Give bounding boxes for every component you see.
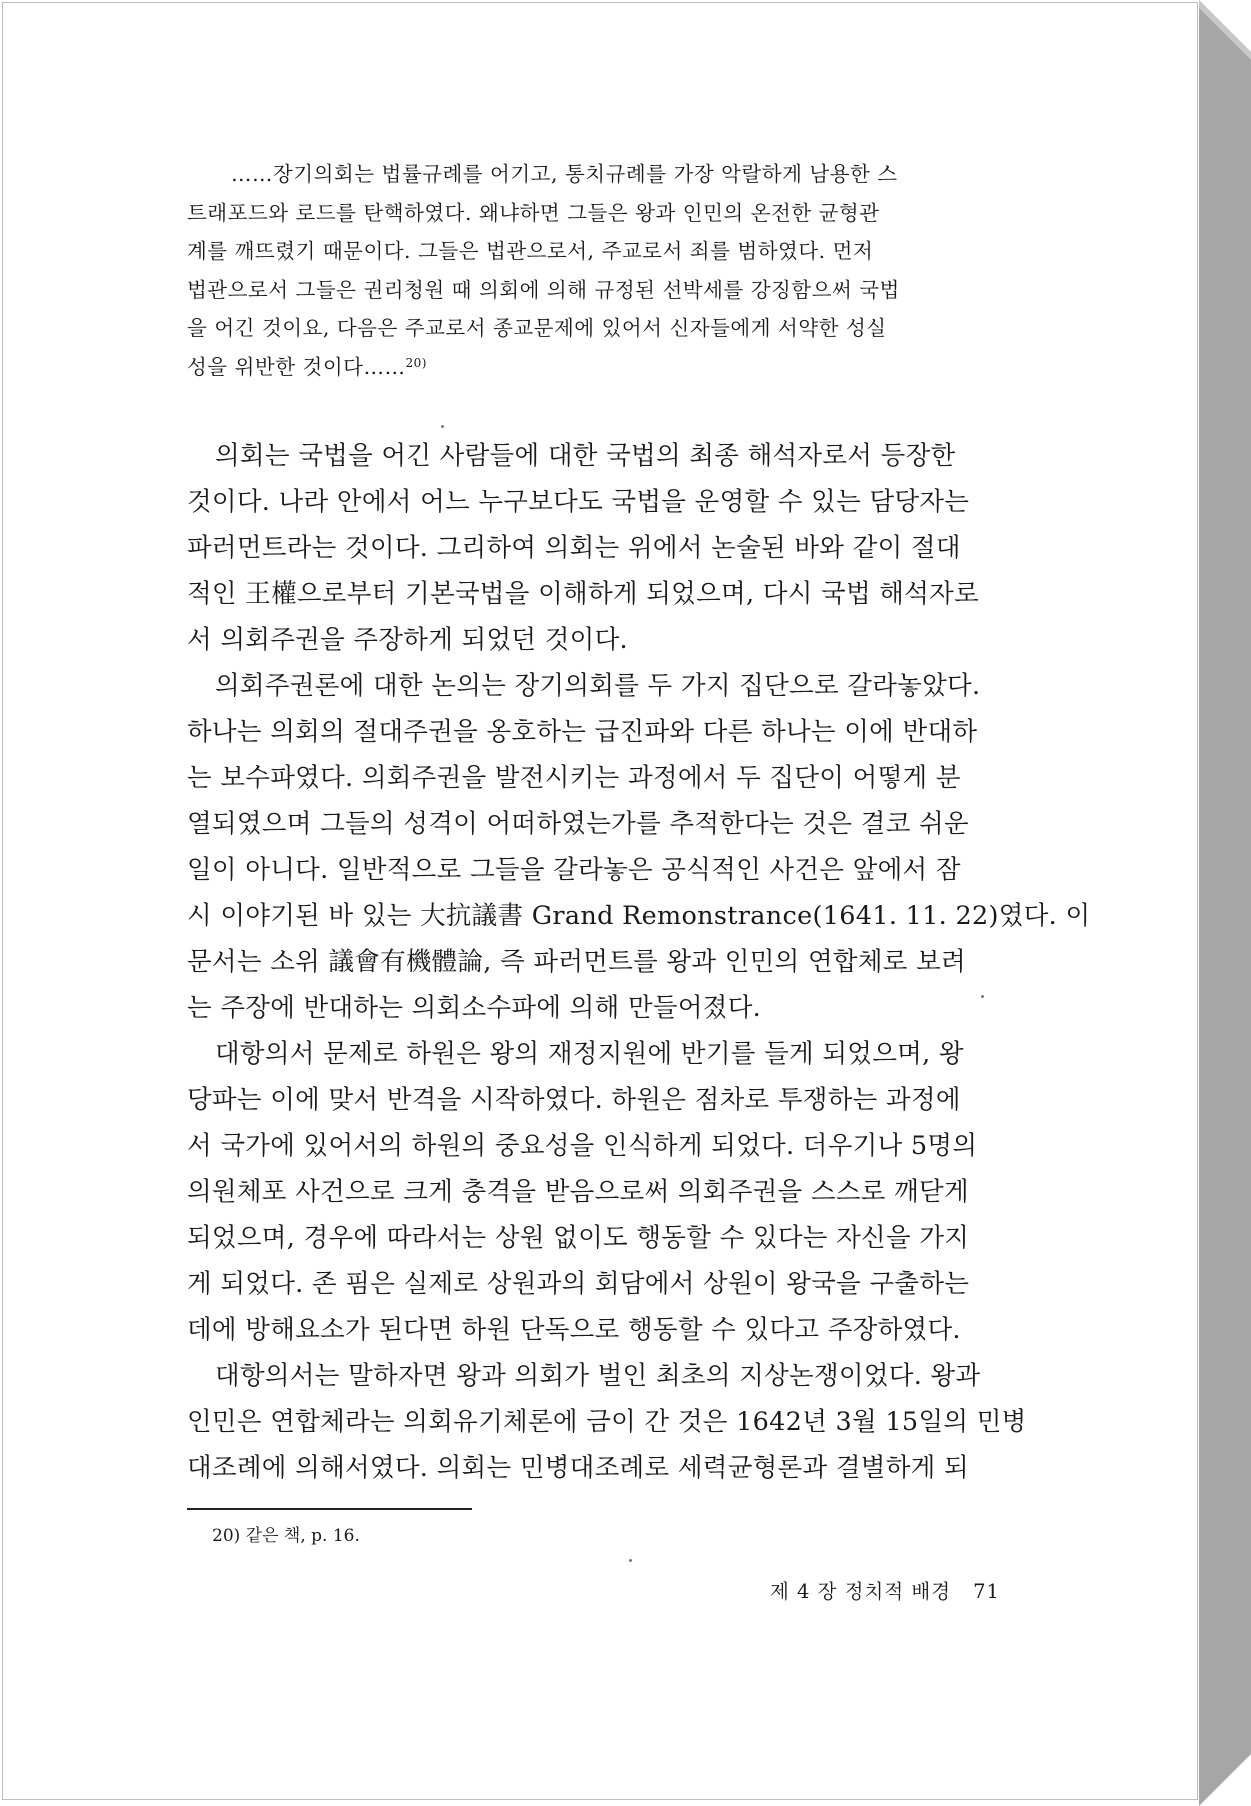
- running-footer: [770, 1576, 1000, 1604]
- page-edge-shadow: [1199, 0, 1251, 1806]
- body-line: 대조례에 의해서였다. 의회는 민병대조례로 세력균형론과 결별하게 되: [187, 1453, 969, 1483]
- body-line: 는 보수파였다. 의회주권을 발전시키는 과정에서 두 집단이 어떻게 분: [187, 763, 961, 793]
- quote-line: 법관으로서 그들은 권리청원 때 의회에 의해 규정된 선박세를 강징함으써 국법: [187, 277, 900, 302]
- body-line: 파러먼트라는 것이다. 그리하여 의회는 위에서 논술된 바와 같이 절대: [187, 533, 961, 563]
- paragraph-first-line: 의회주권론에 대한 논의는 장기의회를 두 가지 집단으로 갈라놓았다.: [215, 671, 981, 701]
- body-line: 문서는 소위 議會有機體論, 즉 파러먼트를 왕과 인민의 연합체로 보려: [187, 947, 966, 977]
- body-line: 데에 방해요소가 된다면 하원 단독으로 행동할 수 있다고 주장하였다.: [187, 1315, 961, 1345]
- paragraph-first-line: 의회는 국법을 어긴 사람들에 대한 국법의 최종 해석자로서 등장한: [215, 441, 956, 471]
- body-line: 는 주장에 반대하는 의회소수파에 의해 만들어졌다.: [187, 993, 762, 1023]
- page-number: 71: [973, 1580, 1000, 1603]
- quote-line: ……장기의회는 법률규례를 어기고, 통치규례를 가장 악랄하게 남용한 스: [231, 162, 898, 186]
- body-line: 시 이야기된 바 있는 大抗議書 Grand Remonstrance(1641. 11. 22)였다. 이: [187, 901, 1091, 931]
- quote-line-text: 성을 위반한 것이다……: [187, 354, 406, 379]
- body-line: 의원체포 사건으로 크게 충격을 받음으로써 의회주권을 스스로 깨닫게: [187, 1177, 969, 1207]
- body-line: 인민은 연합체라는 의회유기체론에 금이 간 것은 1642년 3월 15일의 민병: [187, 1407, 1027, 1437]
- quote-line: 계를 깨뜨렸기 때문이다. 그들은 법관으로서, 주교로서 죄를 범하였다. 먼저: [187, 239, 874, 263]
- scan-speck: [441, 425, 444, 428]
- footnote-divider: [187, 1508, 472, 1510]
- quote-line: 을 어긴 것이요, 다음은 주교로서 종교문제에 있어서 신자들에게 서약한 성실: [187, 316, 887, 340]
- body-line: 서 의회주권을 주장하게 되었던 것이다.: [187, 625, 628, 655]
- body-line: 하나는 의회의 절대주권을 옹호하는 급진파와 다른 하나는 이에 반대하: [187, 717, 978, 747]
- quote-line: [187, 348, 1057, 387]
- body-line: 서 국가에 있어서의 하원의 중요성을 인식하게 되었다. 더우기나 5명의: [187, 1131, 978, 1161]
- body-line: 것이다. 나라 안에서 어느 누구보다도 국법을 운영할 수 있는 담당자는: [187, 487, 970, 517]
- paragraph-first-line: 대항의서 문제로 하원은 왕의 재정지원에 반기를 들게 되었으며, 왕: [215, 1039, 964, 1069]
- footnote: 20) 같은 책, p. 16.: [212, 1526, 360, 1546]
- body-text: [187, 433, 1091, 1491]
- body-line: 당파는 이에 맞서 반격을 시작하였다. 하원은 점차로 투쟁하는 과정에: [187, 1085, 961, 1115]
- quote-line: 트래포드와 로드를 탄핵하였다. 왜냐하면 그들은 왕과 인민의 온전한 균형관: [187, 200, 880, 225]
- chapter-title: 제 4 장 정치적 배경: [770, 1580, 952, 1603]
- block-quote: [187, 155, 1057, 386]
- body-line: 적인 王權으로부터 기본국법을 이해하게 되었으며, 다시 국법 해석자로: [187, 579, 980, 609]
- body-line: 되었으며, 경우에 따라서는 상원 없이도 행동할 수 있다는 자신을 가지: [187, 1223, 970, 1253]
- footnote-reference: 20): [405, 355, 427, 370]
- paragraph-first-line: 대항의서는 말하자면 왕과 의회가 벌인 최초의 지상논쟁이었다. 왕과: [215, 1361, 981, 1391]
- body-line: 일이 아니다. 일반적으로 그들을 갈라놓은 공식적인 사건은 앞에서 잠: [187, 855, 961, 885]
- scan-speck: [629, 1559, 632, 1562]
- body-line: 열되였으며 그들의 성격이 어떠하였는가를 추적한다는 것은 결코 쉬운: [187, 809, 969, 839]
- body-line: 게 되었다. 존 핌은 실제로 상원과의 회담에서 상원이 왕국을 구출하는: [187, 1269, 970, 1299]
